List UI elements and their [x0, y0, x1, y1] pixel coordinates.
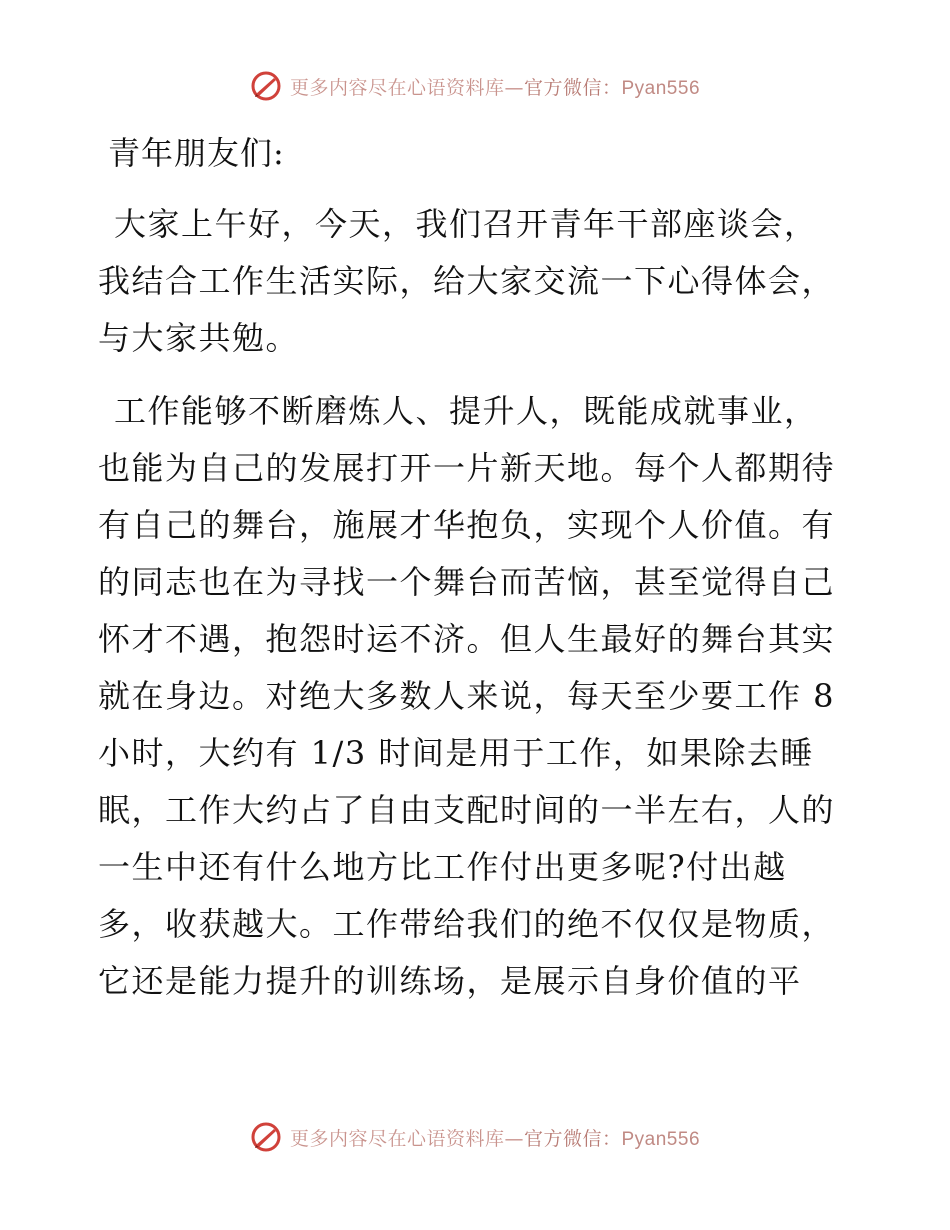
document-body — [98, 128, 858, 1026]
text-line: 的同志也在为寻找一个舞台而苦恼，甚至觉得自己 — [98, 563, 836, 601]
text-line: 小时，大约有 1/3 时间是用于工作，如果除去睡 — [98, 734, 814, 772]
watermark-brand: 更多内容尽在心语资料库 — [289, 1127, 505, 1150]
text-line: 怀才不遇，抱怨时运不济。但人生最好的舞台其实 — [98, 620, 836, 658]
text-line: 大家上午好，今天，我们召开青年干部座谈会， — [114, 205, 818, 243]
text-line: 也能为自己的发展打开一片新天地。每个人都期待 — [98, 449, 836, 487]
pen-logo-icon — [250, 70, 282, 102]
watermark-text — [290, 73, 700, 100]
watermark-account: Pyan556 — [621, 77, 701, 99]
footer-watermark — [0, 1121, 950, 1153]
salutation: 青年朋友们: — [108, 134, 285, 172]
watermark-dash: — — [504, 1127, 524, 1150]
text-line: 多，收获越大。工作带给我们的绝不仅仅是物质， — [98, 905, 836, 943]
watermark-brand: 更多内容尽在心语资料库 — [289, 76, 505, 99]
watermark-text — [290, 1124, 700, 1151]
watermark-wechat-label: 官方微信： — [523, 1127, 622, 1150]
header-watermark — [0, 70, 950, 102]
text-line: 有自己的舞台，施展才华抱负，实现个人价值。有 — [98, 506, 836, 544]
text-line: 眠，工作大约占了自由支配时间的一半左右，人的 — [98, 791, 836, 829]
paragraph-2 — [98, 383, 858, 1010]
text-line: 工作能够不断磨炼人、提升人，既能成就事业， — [114, 392, 818, 430]
text-line: 与大家共勉。 — [98, 319, 300, 357]
text-line: 它还是能力提升的训练场，是展示自身价值的平 — [98, 962, 802, 1000]
text-line: 一生中还有什么地方比工作付出更多呢?付出越 — [98, 848, 787, 886]
paragraph-1 — [98, 196, 858, 367]
text-line: 就在身边。对绝大多数人来说，每天至少要工作 8 — [98, 677, 836, 715]
watermark-dash: — — [504, 76, 524, 99]
watermark-wechat-label: 官方微信： — [523, 76, 622, 99]
text-line: 我结合工作生活实际，给大家交流一下心得体会， — [98, 262, 836, 300]
watermark-account: Pyan556 — [621, 1128, 701, 1150]
pen-logo-icon — [250, 1121, 282, 1153]
